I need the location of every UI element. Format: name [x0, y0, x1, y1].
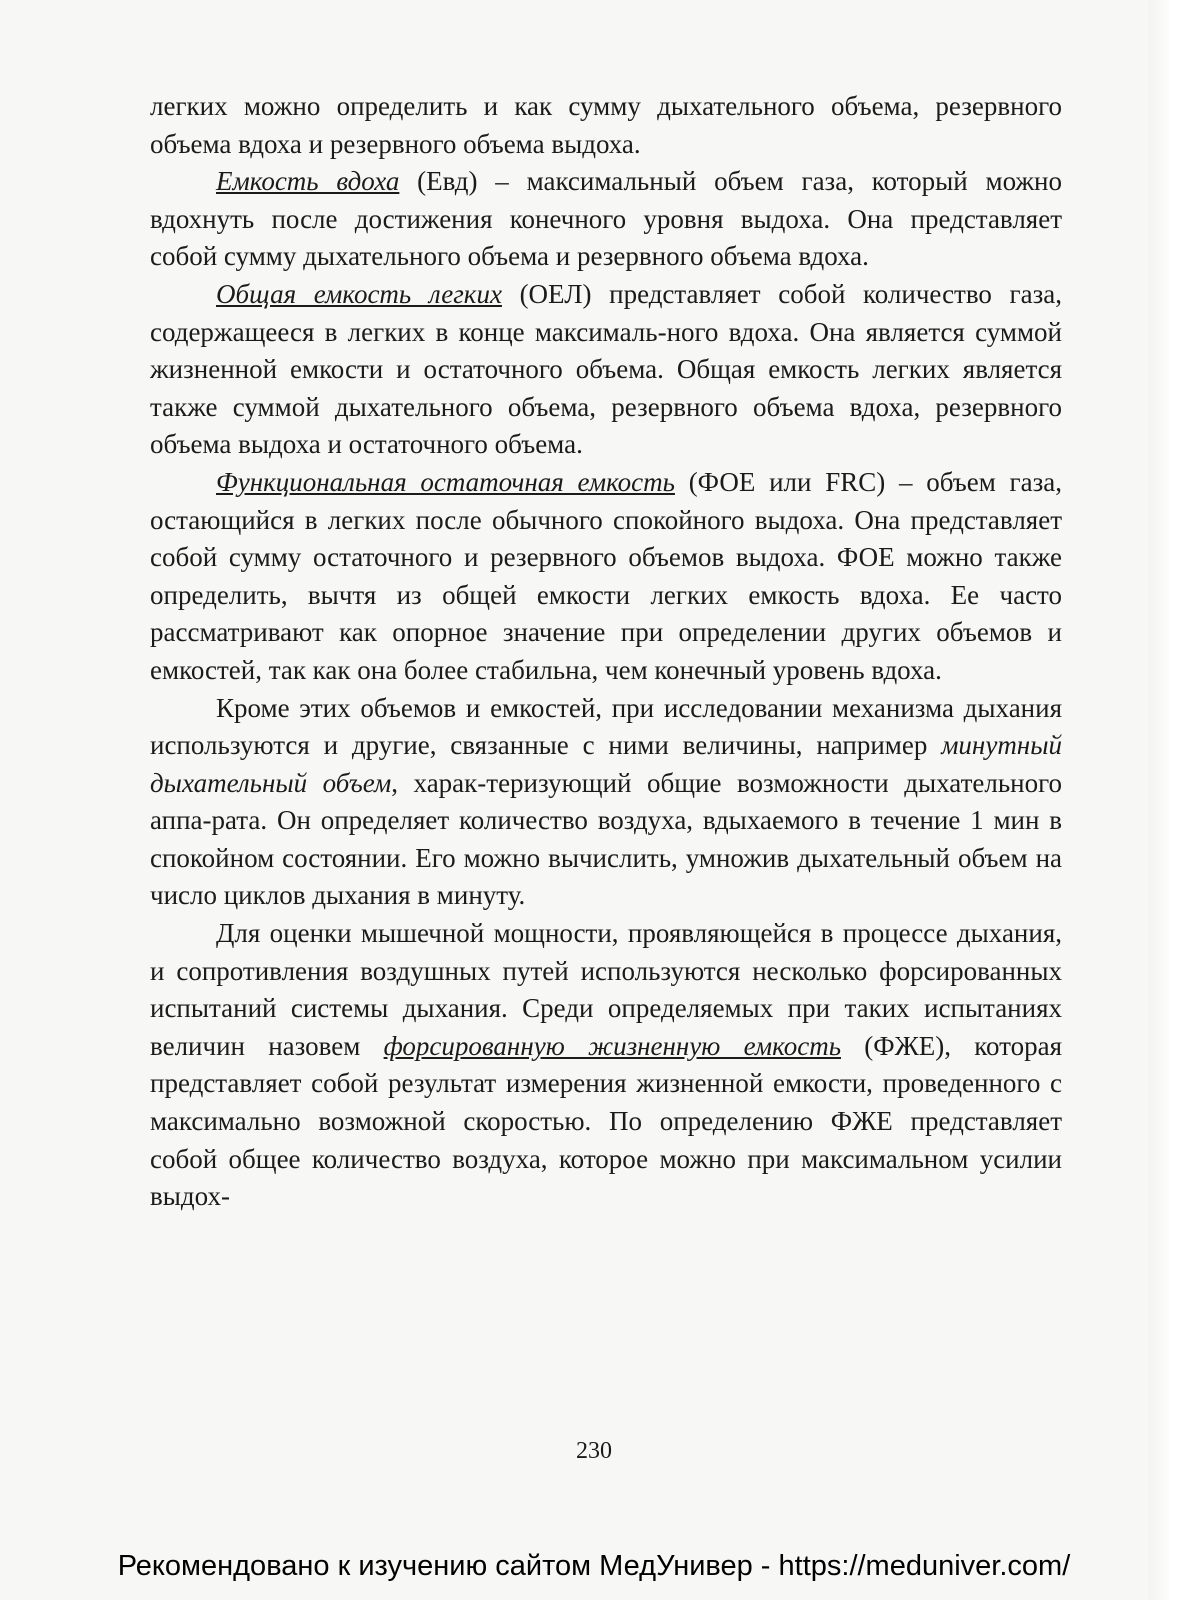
- paragraph-5: [150, 690, 1062, 916]
- term-minute-volume: минутный дыхательный объем: [150, 730, 1062, 798]
- paragraph-1: [150, 88, 1062, 163]
- term-inspiratory-capacity: Емкость вдоха: [216, 166, 400, 197]
- page-edge: [1148, 0, 1170, 1600]
- text-segment: Для оценки мышечной мощности, проявляющейся в процессе дыхания, и сопротивления воздушных путей используются несколько форсированных испытаний системы дыхания. Среди определяемых при таких испытаниях величин назовем: [150, 918, 1062, 1061]
- footer-watermark: Рекомендовано к изучению сайтом МедУнивер - https://meduniver.com/: [117, 1550, 1071, 1582]
- term-total-lung-capacity: Общая емкость легких: [216, 278, 502, 309]
- term-forced-vital-capacity: форсированную жизненную емкость: [383, 1030, 841, 1061]
- text-segment: (ОЕЛ) представляет собой количество газа, содержащееся в легких в конце максималь-ного вдоха. Она является суммой жизненной емкости и остаточного объема. Общая емкость легких является также суммой дыхательного объема, резервного объема вдоха, резервного объема выдоха и остаточного объема.: [150, 278, 1062, 460]
- text-segment: , харак-теризующий общие возможности дыхательного аппа-рата. Он определяет количество воздуха, вдыхаемого в течение 1 мин в спокойном состоянии. Его можно вычислить, умножив дыхательный объем на число циклов дыхания в минуту.: [150, 767, 1062, 911]
- paragraph-3: [150, 276, 1062, 464]
- text-segment: (ФЖЕ), которая представляет собой результат измерения жизненной емкости, проведенного с максимально возможной скоростью. По определению ФЖЕ представляет собой общее количество воздуха, которое можно при максимальном усилии выдох-: [150, 1030, 1062, 1212]
- paragraph-2: [150, 163, 1062, 276]
- page-number: 230: [576, 1438, 612, 1464]
- text-segment: (Евд) – максимальный объем газа, который можно вдохнуть после достижения конечного уровня выдоха. Она представляет собой сумму дыхательного объема и резервного объема вдоха.: [150, 166, 1063, 272]
- text-segment: легких можно определить и как сумму дыхательного объема, резервного объема вдоха и резервного объема выдоха.: [150, 91, 1062, 159]
- text-segment: Кроме этих объемов и емкостей, при исследовании механизма дыхания используются и другие, связанные с ними величины, например: [150, 692, 1062, 761]
- paragraph-4: [150, 464, 1062, 690]
- body-text: [150, 88, 1062, 1216]
- paragraph-6: [150, 915, 1062, 1216]
- term-functional-residual-capacity: Функциональная остаточная емкость: [216, 466, 675, 497]
- text-segment: (ФОЕ или FRC) – объем газа, остающийся в легких после обычного спокойного выдоха. Она представляет собой сумму остаточного и резервного объемов выдоха. ФОЕ можно также определить, вычтя из общей емкости легких емкость вдоха. Ее часто рассматривают как опорное значение при определении других объемов и емкостей, так как она более стабильна, чем конечный уровень вдоха.: [150, 466, 1062, 685]
